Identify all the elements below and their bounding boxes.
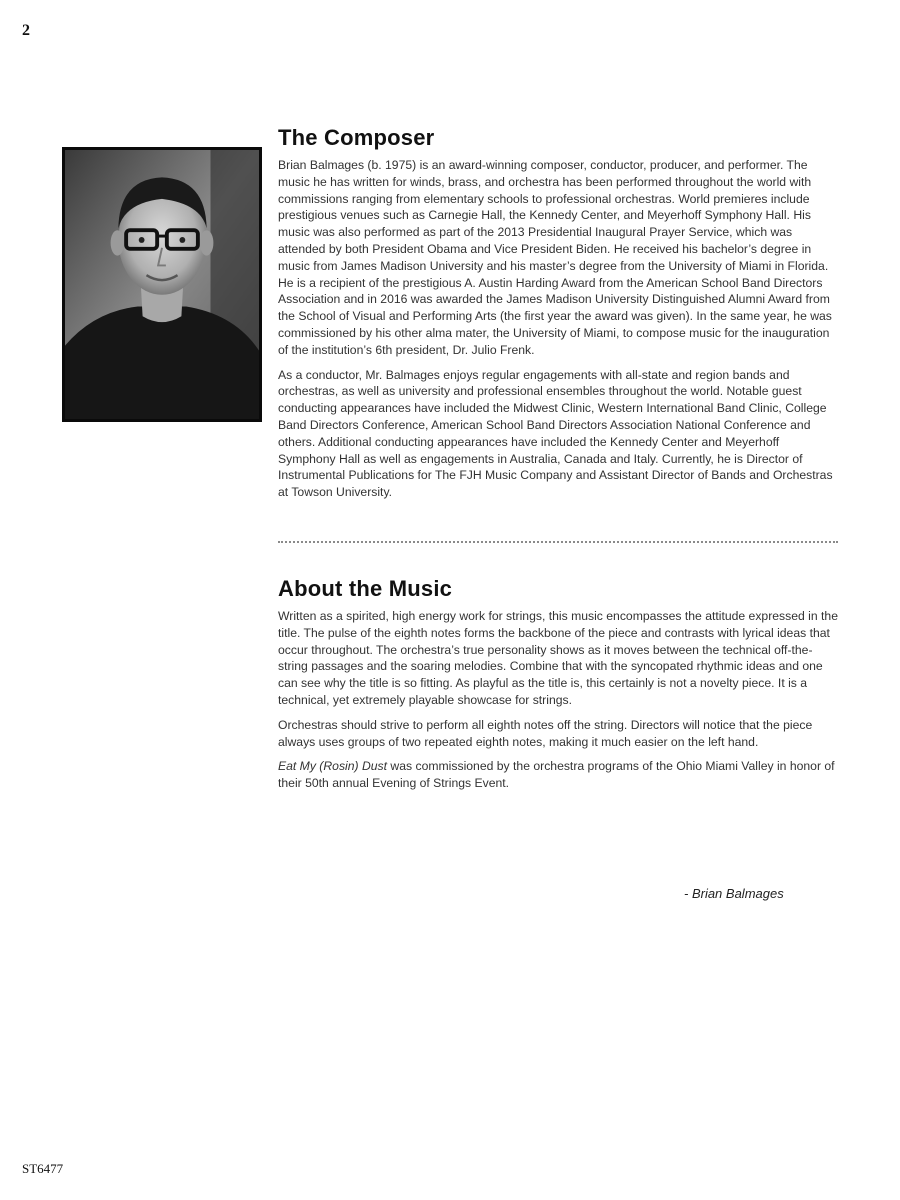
about-music-heading: About the Music [278,576,453,601]
section-divider [278,541,838,543]
page-number: 2 [22,22,30,39]
author-signature: - Brian Balmages [684,886,784,901]
piece-title: Eat My (Rosin) Dust [278,759,388,774]
composer-photo [62,147,262,422]
performance-notes-paragraph: Orchestras should strive to perform all eighth notes off the string. Directors will notice that the piece always uses groups of two repeated eighth notes, making it much easier on the left hand. [278,717,813,749]
commission-paragraph [278,758,840,792]
composer-conducting-paragraph: As a conductor, Mr. Balmages enjoys regular engagements with all-state and region bands and orchestras, as well as university and professional ensembles throughout the world. Notable guest conducting appearances have included the Midwest Clinic, Western International Band Clinic, College Band Directors Conference, American School Band Directors Association National Conference and others. Additional conducting appearances have included the Kennedy Center and Meyerhoff Symphony Hall as well as engagements in Australia, Canada and Italy. Currently, he is Director of Instrumental Publications for The FJH Music Company and Assistant Director of Bands and Orchestras at Towson University. [278,367,833,500]
commission-text: was commissioned by the orchestra programs of the Ohio Miami Valley in honor of their 50th annual Evening of Strings Event. [278,759,835,791]
composer-heading: The Composer [278,125,435,150]
composer-bio-paragraph: Brian Balmages (b. 1975) is an award-winning composer, conductor, producer, and performer. The music he has written for winds, brass, and orchestra has been performed throughout the world with commissions ranging from elementary schools to professional orchestras. World premieres include prestigious venues such as Carnegie Hall, the Kennedy Center, and Meyerhoff Symphony Hall. His music was also performed as part of the 2013 Presidential Inaugural Prayer Service, which was attended by both President Obama and Vice President Biden. He received his bachelor’s degree in music from James Madison University and his master’s degree from the University of Miami in Florida. He is a recipient of the prestigious A. Austin Harding Award from the American School Band Directors Association and in 2016 was awarded the James Madison University Distinguished Alumni Award from the School of Visual and Performing Arts (the first year the award was given). In the same year, he was commissioned by his other alma mater, the University of Miami, to compose music for the inauguration of the institution’s 6th president, Dr. Julio Frenk. [278,158,832,357]
composer-section [278,125,840,509]
about-music-section [278,576,840,800]
composer-portrait-image [65,150,259,419]
music-description-paragraph: Written as a spirited, high energy work for strings, this music encompasses the attitude expressed in the title. The pulse of the eighth notes forms the backbone of the piece and contrasts with lyrical ideas that occur throughout. The orchestra’s true personality shows as it moves between the technical off-the-string passages and the soaring melodies. Combine that with the syncopated rhythmic ideas and one can see why the title is so fitting. As playful as the title is, this certainly is not a novelty piece. It is a technical, yet extremely playable showcase for strings. [278,609,838,707]
catalog-code: ST6477 [22,1161,64,1176]
